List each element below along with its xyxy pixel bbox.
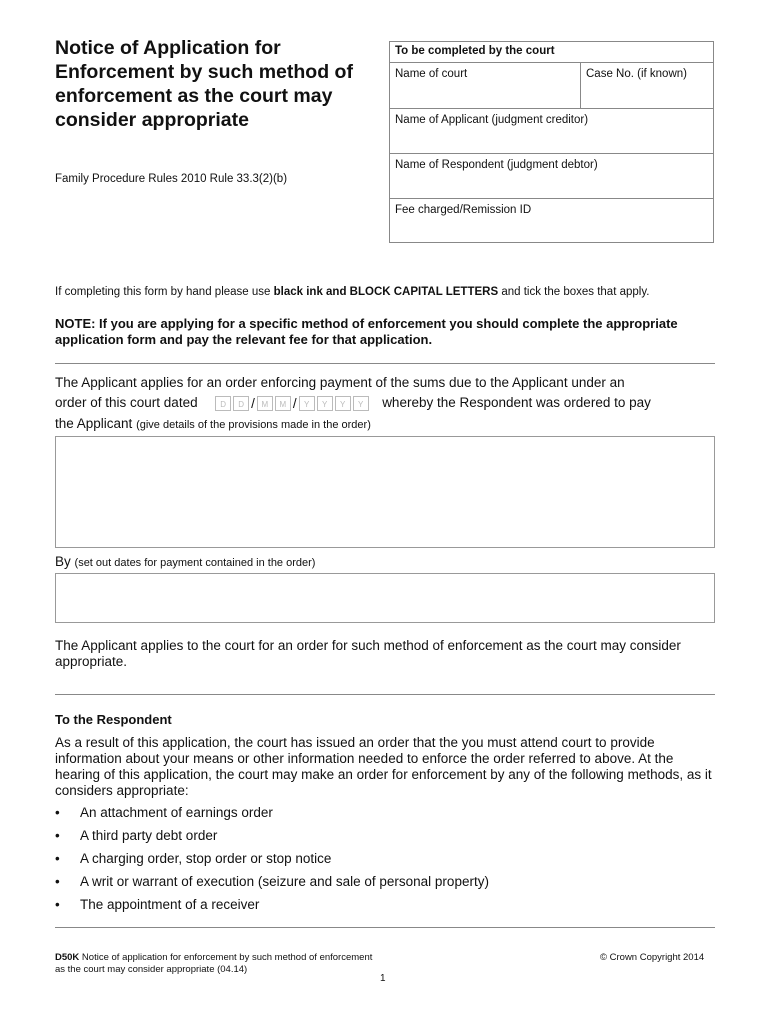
court-box-header: To be completed by the court [390,42,713,63]
date-month-1[interactable]: M [257,396,273,411]
form-title: Notice of Application for Enforcement by such method of enforcement as the court may consider appropriate [55,37,353,131]
by-hint: (set out dates for payment contained in the order) [74,557,316,569]
case-number-field[interactable] [581,63,687,108]
divider [55,694,715,695]
ordered-to-pay-label: whereby the Respondent was ordered to pay [382,395,651,410]
provisions-textarea[interactable] [55,436,715,548]
date-year-4[interactable]: Y [353,396,369,411]
list-item [55,897,259,912]
list-item [55,851,331,866]
bullet-icon: • [55,828,60,843]
date-month-2[interactable]: M [275,396,291,411]
court-name-case-row [390,63,713,109]
fee-label: Fee charged/Remission ID [395,204,532,216]
case-number-label: Case No. (if known) [586,68,687,80]
applicant-name-label: Name of Applicant (judgment creditor) [395,114,589,126]
court-use-box [389,41,714,243]
list-item [55,805,273,820]
the-applicant-label: the Applicant [55,416,133,431]
respondent-heading: To the Respondent [55,712,172,727]
bullet-icon: • [55,874,60,889]
applicant-line-3 [55,415,371,434]
order-dated-label: order of this court dated [55,395,198,410]
list-item [55,828,217,843]
instructions-pre: If completing this form by hand please use [55,286,274,298]
divider [55,363,715,364]
applicant-line-2 [55,394,651,412]
date-separator: / [251,395,255,411]
order-date-input[interactable] [215,395,374,410]
method-label: A third party debt order [80,828,218,843]
name-of-court-label: Name of court [395,68,468,80]
date-day-2[interactable]: D [233,396,249,411]
copyright: © Crown Copyright 2014 [600,952,705,963]
date-year-3[interactable]: Y [335,396,351,411]
name-of-court-field[interactable] [390,63,581,108]
method-label: An attachment of earnings order [80,805,273,820]
divider [55,927,715,928]
by-label: By [55,554,71,569]
applicant-name-field[interactable] [390,109,713,154]
instructions-post: and tick the boxes that apply. [498,286,650,298]
bullet-icon: • [55,851,60,866]
closing-paragraph: The Applicant applies to the court for an order for such method of enforcement as the court may consider appropriate. [55,638,681,669]
form-code: D50K [55,952,80,963]
provisions-hint: (give details of the provisions made in the order) [136,419,371,431]
payment-dates-textarea[interactable] [55,573,715,623]
form-description: Notice of application for enforcement by such method of enforcement as the court may consider appropriate (04.14) [55,952,373,975]
method-label: A charging order, stop order or stop notice [80,851,332,866]
method-label: A writ or warrant of execution (seizure and sale of personal property) [80,874,489,889]
rule-reference: Family Procedure Rules 2010 Rule 33.3(2)(b) [55,173,288,185]
method-label: The appointment of a receiver [80,897,260,912]
fee-field[interactable] [390,199,713,242]
instructions-bold: black ink and BLOCK CAPITAL LETTERS [273,286,499,298]
applicant-line-1: The Applicant applies for an order enforcing payment of the sums due to the Applicant under an [55,375,625,390]
bullet-icon: • [55,805,60,820]
list-item [55,874,489,889]
by-line [55,553,315,572]
date-year-2[interactable]: Y [317,396,333,411]
respondent-paragraph: As a result of this application, the court has issued an order that the you must attend court to provide information about your means or other information needed to enforce the order referred to above. At the hearing of this application, the court may make an order for enforcement by any of the following methods, as it considers appropriate: [55,735,712,798]
date-separator: / [292,395,297,411]
date-day-1[interactable]: D [215,396,231,411]
form-reference [55,952,375,976]
respondent-name-label: Name of Respondent (judgment debtor) [395,159,598,171]
note-text: NOTE: If you are applying for a specific method of enforcement you should complete the appropriate application form and pay the relevant fee for that application. [55,316,678,347]
date-year-1[interactable]: Y [299,396,315,411]
respondent-name-field[interactable] [390,154,713,199]
completion-instructions [55,286,649,298]
page-number: 1 [380,973,386,984]
bullet-icon: • [55,897,60,912]
